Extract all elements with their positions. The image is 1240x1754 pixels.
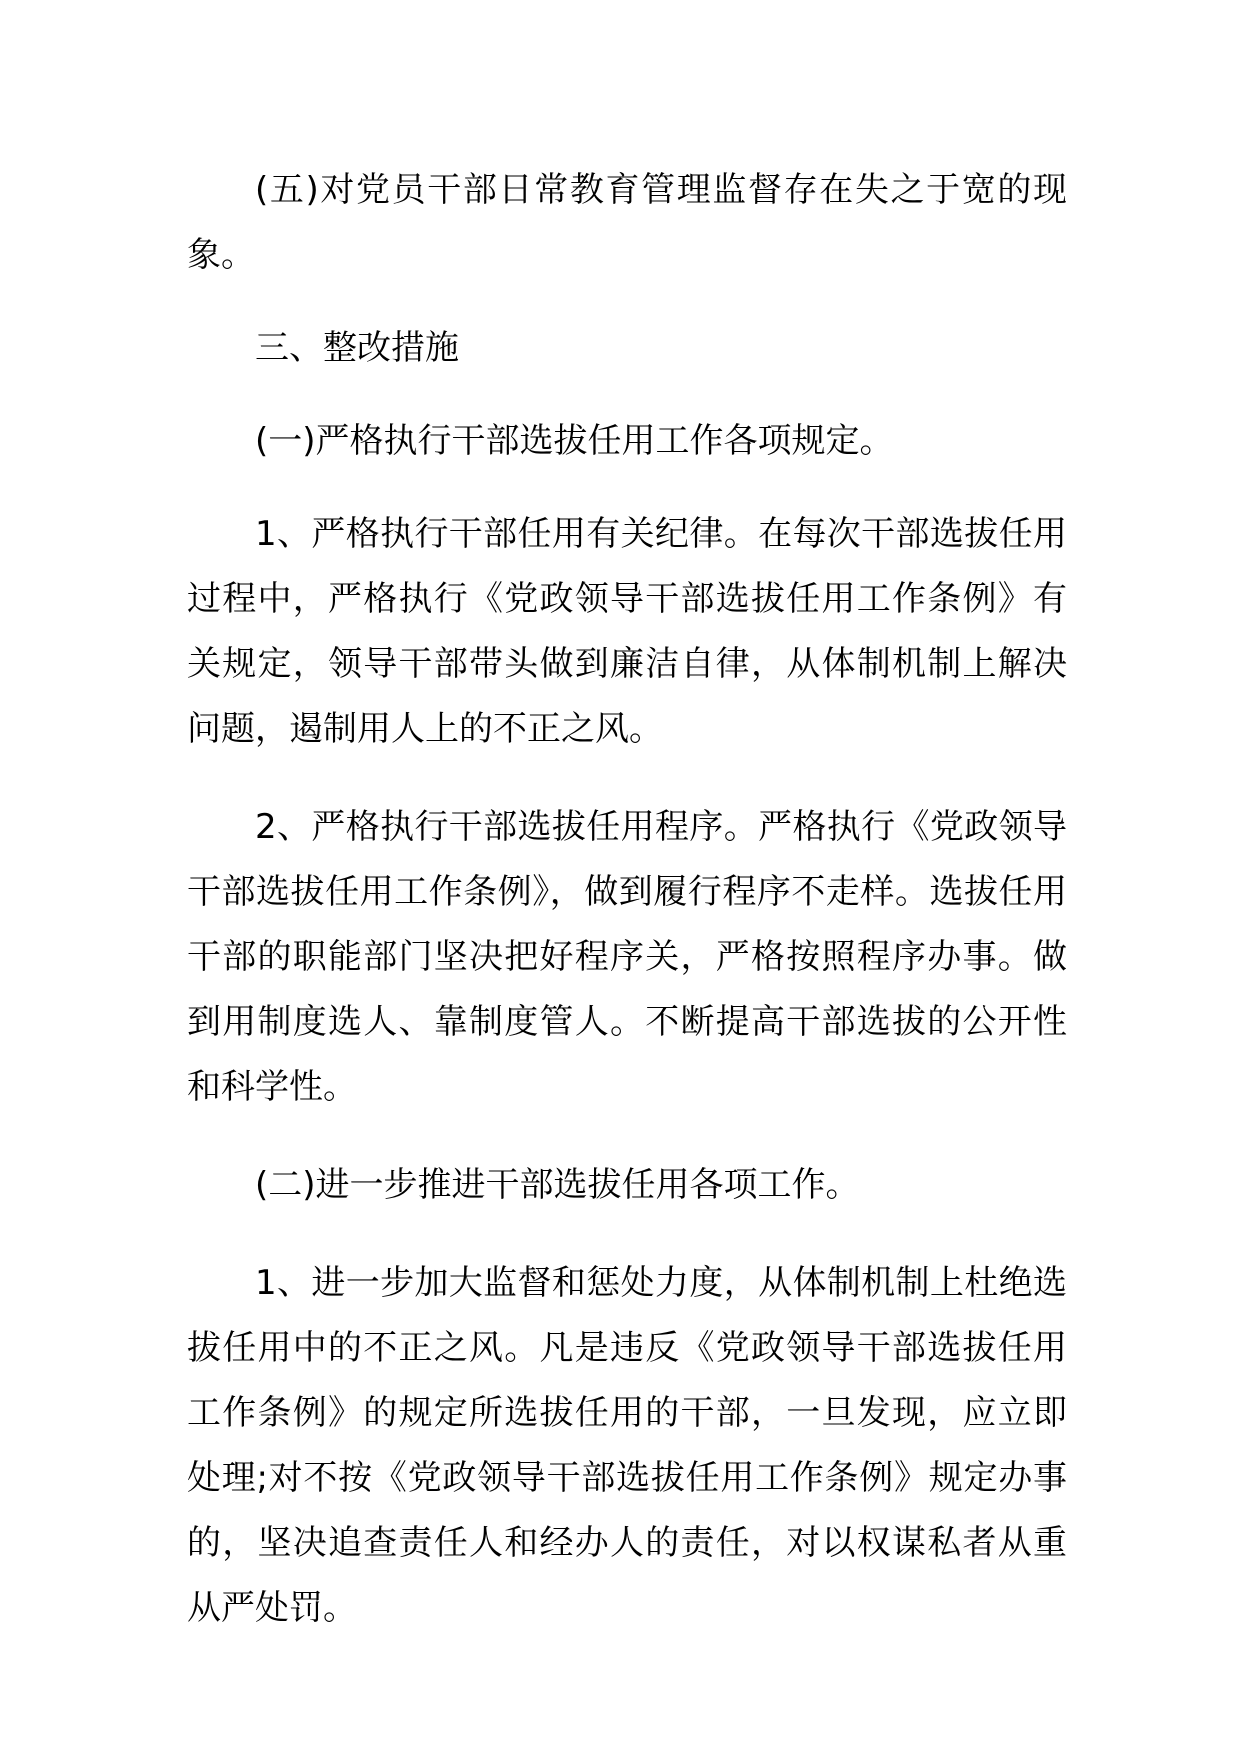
paragraph-heading-1: (一)严格执行干部选拔任用工作各项规定。 (255, 421, 894, 461)
paragraph-item-1-1: 1、严格执行干部任用有关纪律。在每次干部选拔任用过程中，严格执行《党政领导干部选拔任用工作条例》有关规定，领导干部带头做到廉洁自律，从体制机制上解决问题，遏制用人上的不正之风。 (187, 514, 1067, 749)
paragraph-heading-5: (五)对党员干部日常教育管理监督存在失之于宽的现象。 (187, 170, 1067, 275)
document-page (187, 158, 1067, 1641)
section-heading-measures: 三、整改措施 (255, 328, 459, 368)
paragraph-heading-2: (二)进一步推进干部选拔任用各项工作。 (255, 1165, 860, 1205)
paragraph-item-2-1: 1、进一步加大监督和惩处力度，从体制机制上杜绝选拔任用中的不正之风。凡是违反《党政领导干部选拔任用工作条例》的规定所选拔任用的干部，一旦发现，应立即处理;对不按《党政领导干部选拔任用工作条例》规定办事的，坚决追查责任人和经办人的责任，对以权谋私者从重从严处罚。 (187, 1263, 1068, 1628)
paragraph-item-1-2: 2、严格执行干部选拔任用程序。严格执行《党政领导干部选拔任用工作条例》，做到履行程序不走样。选拔任用干部的职能部门坚决把好程序关，严格按照程序办事。做到用制度选人、靠制度管人。不断提高干部选拔的公开性和科学性。 (187, 807, 1067, 1107)
